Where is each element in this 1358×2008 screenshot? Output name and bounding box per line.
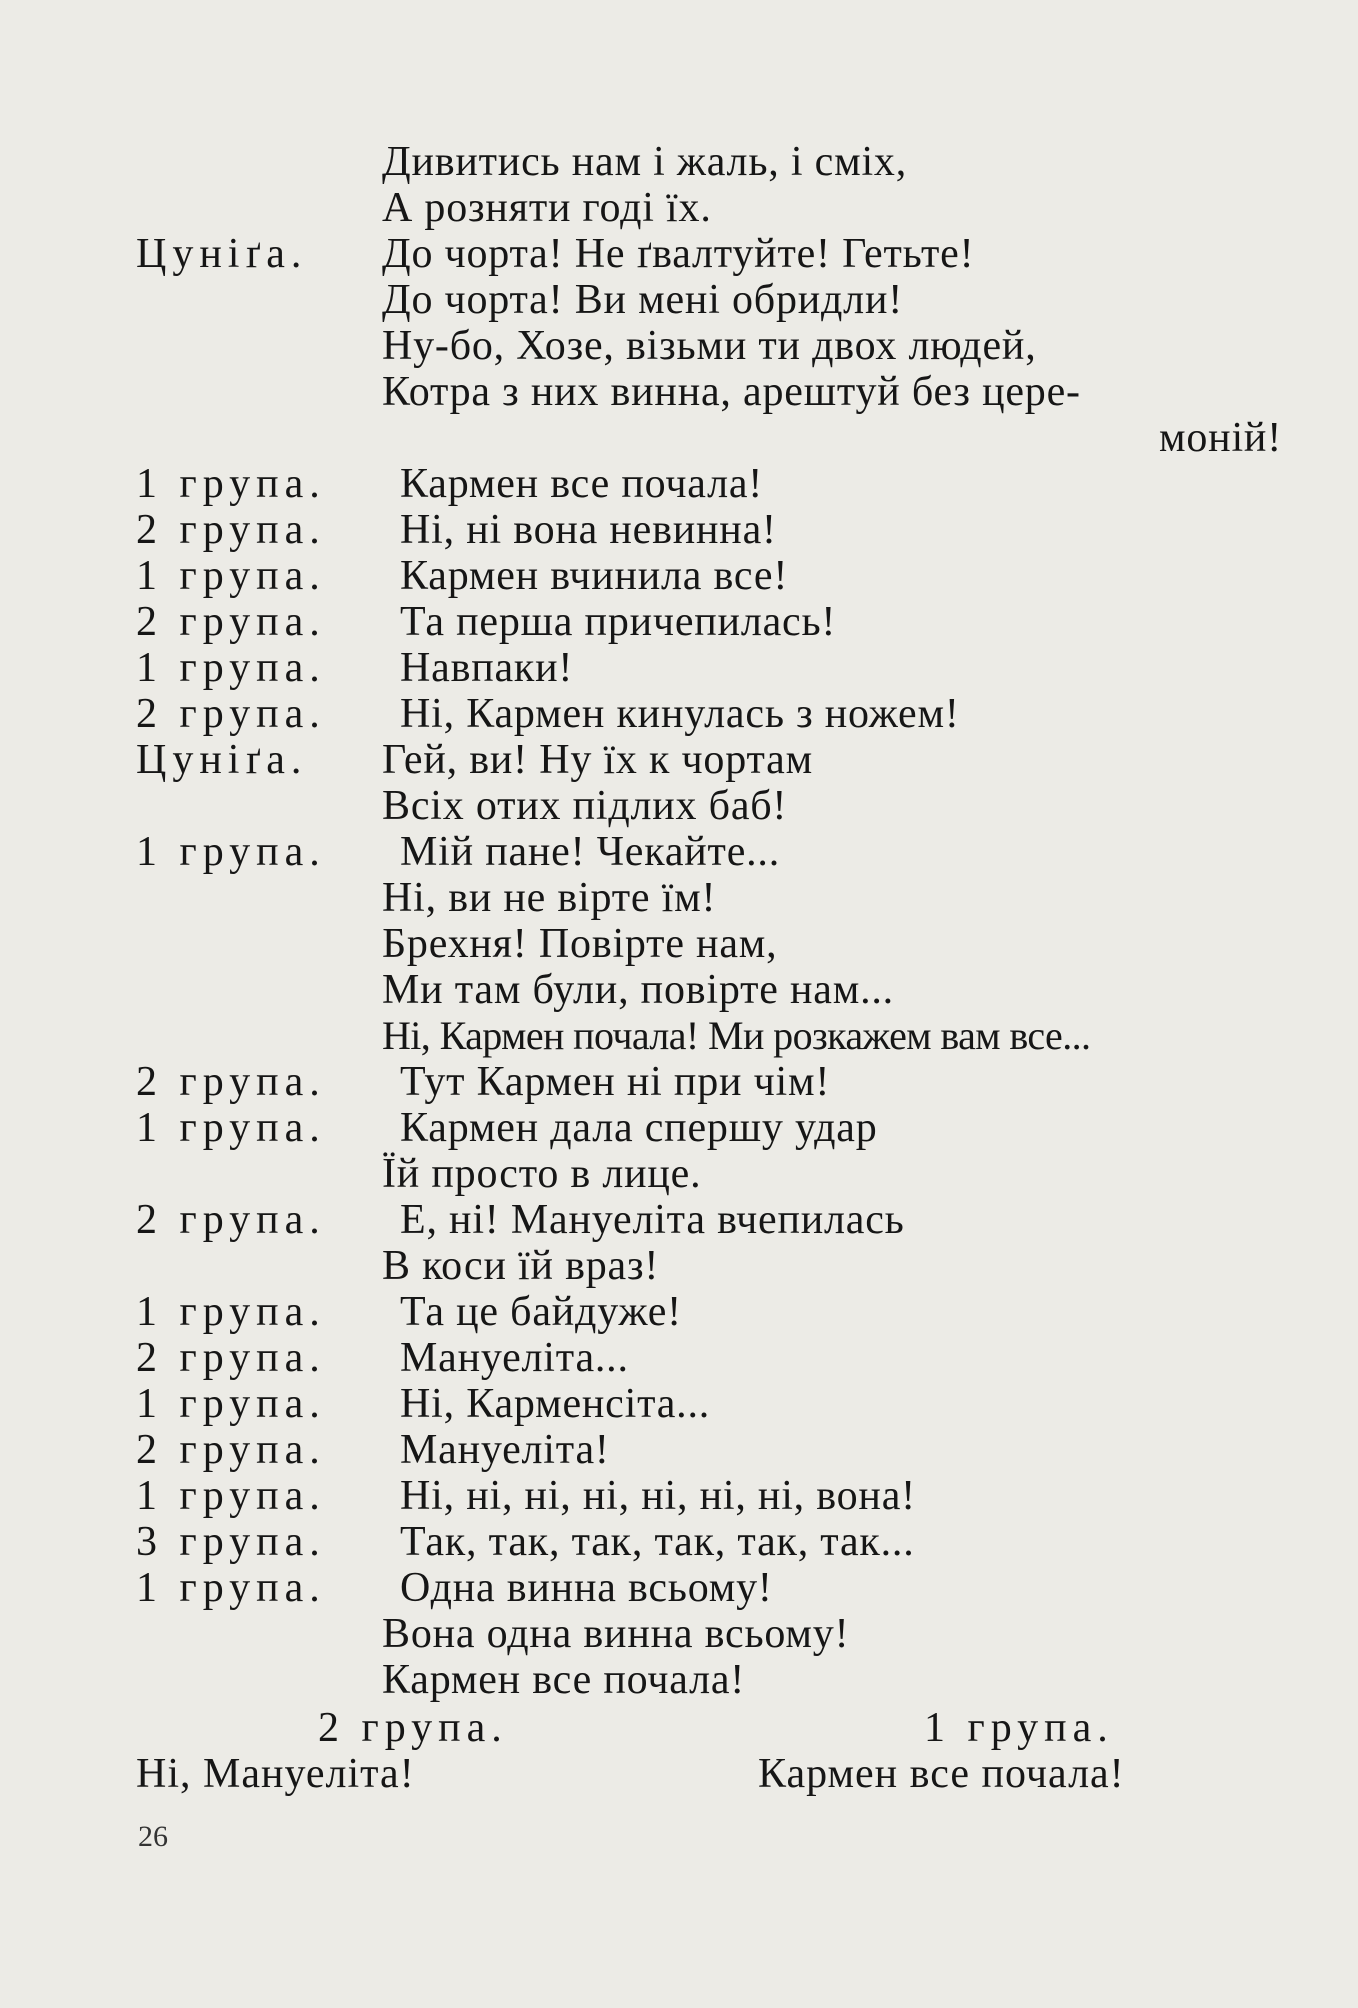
speaker-label: 1 група.	[136, 553, 326, 599]
speaker-label: 3 група.	[136, 1519, 326, 1565]
line-text: Котра з них винна, арештуй без цере-	[382, 369, 1081, 415]
line-text: Мануеліта...	[400, 1335, 629, 1381]
speaker-label: 1 група.	[136, 1565, 326, 1611]
speaker-label: 2 група.	[136, 1335, 326, 1381]
line-text: моній!	[1159, 415, 1282, 461]
speaker-label: 1 група.	[136, 1473, 326, 1519]
speaker-label: 1 група.	[136, 645, 326, 691]
line-text: Дивитись нам і жаль, і сміх,	[382, 139, 908, 185]
speaker-label: 1 група.	[136, 461, 326, 507]
line-text: Та це байдуже!	[400, 1289, 682, 1335]
line-text: Гей, ви! Ну їх к чортам	[382, 737, 813, 783]
speaker-label: 2 група.	[136, 691, 326, 737]
speaker-label: 2 група.	[136, 599, 326, 645]
right-column-speaker: 1 група.	[924, 1705, 1114, 1751]
line-text: Ні, Карменсіта...	[400, 1381, 711, 1427]
line-text: До чорта! Ви мені обридли!	[382, 277, 904, 323]
line-text: Ми там були, повірте нам...	[382, 967, 894, 1013]
speaker-label: 2 група.	[136, 1427, 326, 1473]
speaker-label: 2 група.	[136, 1197, 326, 1243]
line-text: Їй просто в лице.	[382, 1151, 702, 1197]
line-text: Вона одна винна всьому!	[382, 1611, 850, 1657]
line-text: Ні, ні вона невинна!	[400, 507, 777, 553]
right-column-text: Кармен все почала!	[758, 1751, 1125, 1797]
line-text: Ні, Кармен почала! Ми розкажем вам все...	[382, 1013, 1091, 1058]
line-text: Одна винна всьому!	[400, 1565, 773, 1611]
line-text: Е, ні! Мануеліта вчепилась	[400, 1197, 905, 1243]
left-column-speaker: 2 група.	[318, 1705, 508, 1751]
line-text: Кармен вчинила все!	[400, 553, 789, 599]
line-text: Кармен все почала!	[400, 461, 764, 507]
speaker-label: 1 група.	[136, 1381, 326, 1427]
line-text: Мій пане! Чекайте...	[400, 829, 781, 875]
speaker-label: 2 група.	[136, 1059, 326, 1105]
line-text: Брехня! Повірте нам,	[382, 921, 778, 967]
line-text: Ні, Кармен кинулась з ножем!	[400, 691, 960, 737]
line-text: А розняти годі їх.	[382, 185, 712, 231]
page-number: 26	[138, 1820, 168, 1853]
line-text: Тут Кармен ні при чім!	[400, 1059, 831, 1105]
line-text: Ні, ви не вірте їм!	[382, 875, 717, 921]
speaker-label: 2 група.	[136, 507, 326, 553]
line-text: Всіх отих підлих баб!	[382, 783, 788, 829]
line-text: Кармен все почала!	[382, 1657, 746, 1703]
line-text: Ні, ні, ні, ні, ні, ні, ні, вона!	[400, 1473, 916, 1519]
left-column-text: Ні, Мануеліта!	[136, 1751, 415, 1797]
line-text: Та перша причепилась!	[400, 599, 837, 645]
line-text: Так, так, так, так, так, так...	[400, 1519, 915, 1565]
speaker-label: 1 група.	[136, 1289, 326, 1335]
line-text: Навпаки!	[400, 645, 574, 691]
speaker-label: Цуніґа.	[136, 231, 308, 277]
speaker-label: 1 група.	[136, 829, 326, 875]
line-text: До чорта! Не ґвалтуйте! Гетьте!	[382, 231, 975, 277]
line-text: Кармен дала спершу удар	[400, 1105, 878, 1151]
line-text: В коси їй враз!	[382, 1243, 660, 1289]
speaker-label: 1 група.	[136, 1105, 326, 1151]
speaker-label: Цуніґа.	[136, 737, 308, 783]
line-text: Ну-бо, Хозе, візьми ти двох людей,	[382, 323, 1037, 369]
line-text: Мануеліта!	[400, 1427, 610, 1473]
